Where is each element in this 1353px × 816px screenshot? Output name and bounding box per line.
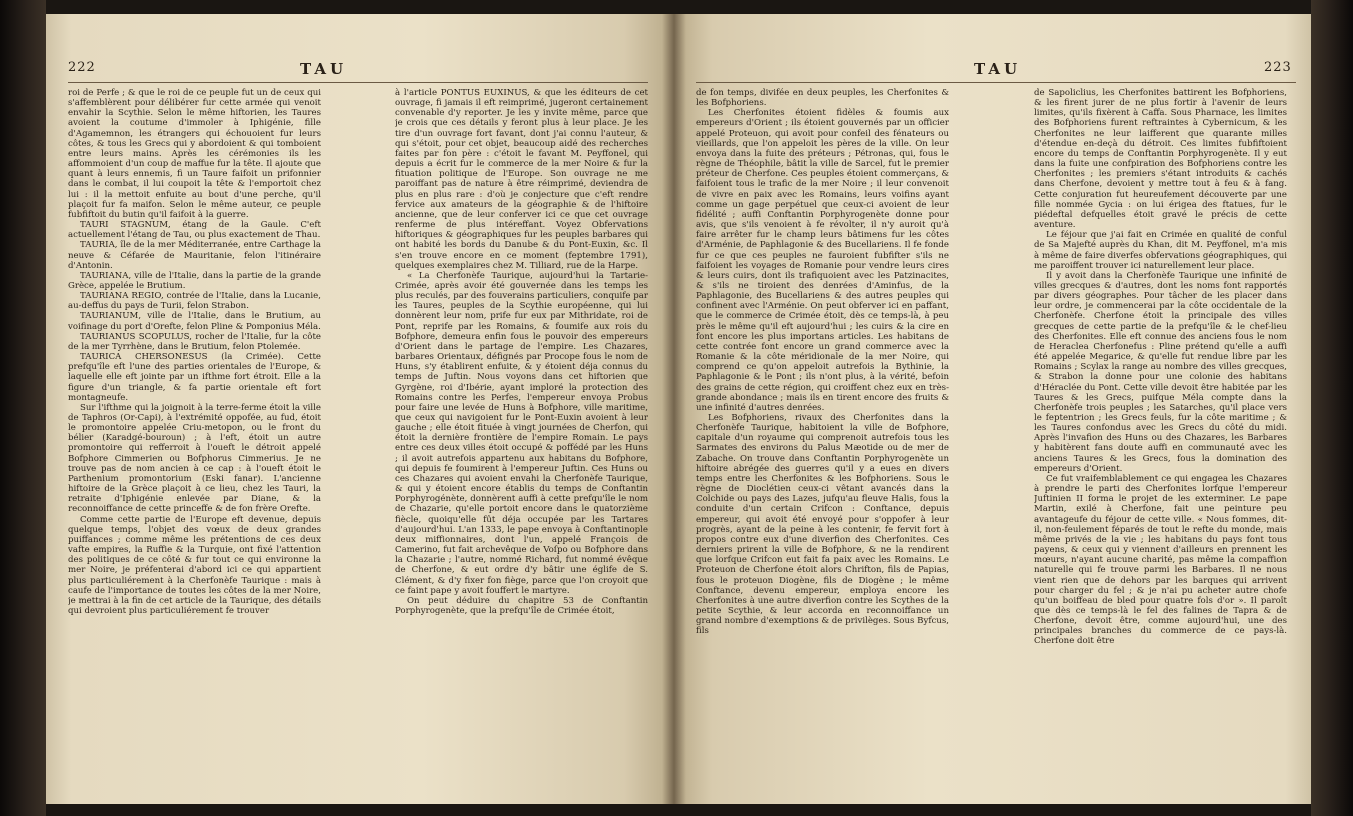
paragraph: « La Cherfonèfe Taurique, aujourd'hui la Tartarie-Crimée, après avoir été gouvernée dans les temps les plus reculés, par des fouverains particuliers, conquife par les Taures, peuples de la Scythie européenne, qui lui donnèrent leur nom, prife fur eux par Mithridate, roi de Pont, reprife par les Romains, & foumife aux rois du Bofphore, demeura enfin fous le pouvoir des empereurs d'Orient dans le partage de l'empire. Les Chazares, barbares Orientaux, défignés par Procope fous le nom de Huns, s'y établirent enfuite, & y étoient déja connus du temps de Juftin. Nous voyons dans cet hiftorien que Gyrgène, roi d'Ibérie, ayant imploré la protection des Romains contre les Perfes, l'empereur envoya Probus pour faire une levée de Huns à Bofphore, ville maritime, que ceux qui navigoient fur le Pont-Euxin avoient à leur gauche ; elle étoit fituée à vingt journées de Cherfon, qui étoit la dernière frontière de l'empire Romain. Le pays entre ces deux villes étoit occupé & poffédé par les Huns ; il avoit autrefois appartenu aux habitans du Bofphore, qui depuis fe foumirent à l'empereur Juftin. Ces Huns ou ces Chazares qui avoient envahi la Cherfonèfe Taurique, & qui y étoient encore établis du temps de Conftantin Porphyrogénète, donnèrent auffi à cette prefqu'île le nom de Chazarie, qu'elle portoit encore dans le quatorzième fiècle, quoiqu'elle fût déja occupée par les Tartares d'aujourd'hui. L'an 1333, le pape envoya à Conftantinople deux miffionnaires, dont l'un, appelé François de Camerino, fut fait archevêque de Voſpo ou Bofphore dans la Chazarie ; l'autre, nommé Richard, fut nommé évêque de Cherfone, & eut ordre d'y bâtir une églife de S. Clément, & d'y fixer fon fiège, parce que l'on croyoit que ce faint pape y avoit fouffert le martyre. bbox=[395, 270, 648, 596]
right-page-column-1 bbox=[696, 88, 949, 804]
paragraph: Les Bofphoriens, rivaux des Cherfonites dans la Cherfonèfe Taurique, habitoient la ville de Bofphore, capitale d'un royaume qui comprenoit autrefois tous les Sarmates des environs du Palus Mæotide ou de mer de Zabache. On trouve dans Conftantin Porphyrogenète un hiftoire abrégée des guerres qu'il y a eues en divers temps entre les Cherfonites & les Bofphoriens. Sous le règne de Dioclétien ceux-ci vêtant avancés dans la Colchide ou pays des Lazes, jufqu'au fleuve Halis, fous la conduite d'un certain Crifcon : Conftance, depuis empereur, qui avoit été envoyé pour s'oppofer à leur progrès, ayant de la peine à les contenir, fe fervit fort à propos contre eux d'une diverfion des Cherfonites. Ces derniers prirent la ville de Bofphore, & ne la rendirent que lorfque Crifcon eut fait fa paix avec les Romains. Le Proteuon de Cherfone étoit alors Chrifton, fils de Papias, fous le proteuon Diogène, fils de Diogène ; le même Conftance, devenu empereur, employa encore les Cherfonites à une autre diverfion contre les Scythes de la petite Scythie, & leur accorda en reconnoiffance un grand nombre d'exemptions & de privilèges. Sous Byfcus, fils bbox=[696, 413, 949, 637]
paragraph: TAURI STAGNUM, étang de la Gaule. C'eft actuellement l'étang de Tau, ou plus exactement de Thau. bbox=[68, 220, 321, 241]
paragraph: de Sapoliclius, les Cherfonites battirent les Bofphoriens, & les firent jurer de ne plus fortir à l'avenir de leurs limites, qu'ils fixèrent à Caffa. Sous Pharnace, les limites des Bofphoriens furent reftraintes à Cybernicum, & les Cherfonites ne leur laifferent que quarante milles d'étendue en-deçà du détroit. Ces limites fubfiftoient encore du temps de Conftantin Porphyrogenète. Il y eut dans la fuite une confpiration des Bofphoriens contre les Cherfonites ; les premiers s'étant introduits & cachés dans Cherfone, devoient y mettre tout à feu & à fang. Cette conjuration fut heureufement découverte par une fille nommée Gycia : on lui érigea des ftatues, fur le piédeftal defquelles étoit gravé le précis de cette aventure. bbox=[1034, 88, 1287, 231]
running-head-right: TAU bbox=[974, 60, 1022, 78]
right-page-column-2 bbox=[1034, 88, 1287, 804]
page-number-right: 223 bbox=[1264, 60, 1292, 75]
paragraph: TAURIANA REGIO, contrée de l'Italie, dans la Lucanie, au-deffus du pays de Turii, felon Strabon. bbox=[68, 291, 321, 312]
book-gutter bbox=[662, 14, 686, 804]
paragraph: à l'article PONTUS EUXINUS, & que les éditeurs de cet ouvrage, fi jamais il eft reimprimé, jugeront certainement convenable d'y reporter. Je les y invite même, parce que je crois que ces détails y feront plus à leur place. Je les tire d'un ouvrage fort favant, dont j'ai connu l'auteur, & qui s'étoit, pour cet objet, beaucoup aidé des recherches faites par fon père : c'étoit le favant M. Peyffonel, qui depuis a écrit fur le commerce de la mer Noire & fur la fituation politique de l'Europe. Son ouvrage ne me paroiffant pas de nature à être réimprimé, deviendra de plus en plus rare : d'où je conjecture que c'eft rendre fervice aux amateurs de la géographie & de l'hiftoire ancienne, que de leur conferver ici ce que cet ouvrage renferme de plus intéreffant. Voyez Obfervations hiftoriques & géographiques fur les peuples barbares qui ont habité les bords du Danube & du Pont-Euxin, &c. Il s'en trouve encore en ce moment (feptembre 1791), quelques exemplaires chez M. Tilliard, rue de la Harpe. bbox=[395, 88, 648, 271]
paragraph: Les Cherfonites étoient fidèles & foumis aux empereurs d'Orient ; ils étoient gouvernés par un officier appelé Proteuon, qui avoit pour confeil des fénateurs ou vieillards, que l'on appeloit les pères de la ville. On leur envoya dans la fuite des préteurs ; Pétronas, qui, fous le règne de Théophile, bâtit la ville de Sarcel, fut le premier préteur de Cherfone. Ces peuples étoient commerçans, & faifoient tous le trafic de la mer Noire ; il leur convenoit de vivre en paix avec les Romains, leurs voifins ayant comme un gage perpétuel que ceux-ci avoient de leur fidélité ; auffi Conftantin Porphyrogenète donne pour avis, que s'ils venoient à fe révolter, il n'y auroit qu'à faire arrêter fur le champ leurs bâtimens fur les côtes d'Arménie, de Paphlagonie & des Bucellariens. Il fe fonde fur ce que ces peuples ne fauroient fubfifter s'ils ne faifoient les voyages de Romanie pour vendre leurs cires & leurs cuirs, dont ils trafiquoient avec les Patzinacites, & s'ils ne tiroient des denrées d'Aminfus, de la Paphlagonie, des Bucellariens & des autres peuples qui confinent avec l'Arménie. On peut obferver ici en paffant, que le commerce de Crimée étoit, dès ce temps-là, à peu près le même qu'il eft aujourd'hui ; les cuirs & la cire en font encore les plus importans articles. Les habitans de cette contrée font encore un grand commerce avec la Romanie & la côte méridionale de la mer Noire, qui comprend ce qu'on appeloit autrefois la Bythinie, la Paphlagonie & le Pont ; ils n'ont plus, à la vérité, befoin des grains de cette région, qui croiffent chez eux en très-grande abondance ; mais ils en tirent encore des fruits & une infinité d'autres denrées. bbox=[696, 108, 949, 413]
book-edge-right bbox=[1311, 0, 1353, 816]
paragraph: TAURIANUM, ville de l'Italie, dans le Brutium, au voifinage du port d'Orefte, felon Pline & Pomponius Méla. bbox=[68, 311, 321, 332]
left-page-column-2 bbox=[395, 88, 648, 804]
paragraph: Ce fut vraifemblablement ce qui engagea les Chazares à prendre le parti des Cherfonites lorfque l'empereur Juftinien II forma le projet de les exterminer. Le pape Martin, exilé à Cherfone, fait une peinture peu avantageufe du féjour de cette ville. « Nous fommes, dit-il, non-feulement féparés de tout le refte du monde, mais même privés de la vie ; les habitans du pays font tous payens, & ceux qui y viennent d'ailleurs en prennent les mœurs, n'ayant aucune charité, pas même la compaffion naturelle qui fe trouve parmi les Barbares. Il ne nous vient rien que de dehors par les barques qui arrivent pour charger du fel ; & je n'ai pu acheter autre chofe qu'un boiffeau de bled pour quatre fols d'or ». Il paroît que dès ce temps-là le fel des falines de Tapra & de Cherfone, devoit être, comme aujourd'hui, une des principales branches du commerce de ce pays-là. Cherfone doit être bbox=[1034, 473, 1287, 647]
page-number-left: 222 bbox=[68, 60, 96, 75]
paragraph: TAURIA, île de la mer Méditerranée, entre Carthage la neuve & Céfarée de Mauritanie, felon l'itinéraire d'Antonin. bbox=[68, 240, 321, 271]
right-page bbox=[674, 14, 1311, 804]
paragraph: Il y avoit dans la Cherfonèfe Taurique une infinité de villes grecques & d'autres, dont les noms font rapportés par divers géographes. Pour tâcher de les placer dans leur ordre, je commencerai par la côte occidentale de la Cherfonèfe. Cherfone étoit la principale des villes grecques de cette partie de la prefqu'île & le chef-lieu des Cherfonites. Elle eft connue des anciens fous le nom de Heraclea Cherfonefus : Pline prétend qu'elle a auffi été appelée Megarice, & qu'elle fut rendue libre par les Romains ; Scylax la range au nombre des villes grecques, & Strabon la donne pour une colonie des habitans d'Héraclée du Pont. Cette ville devoit être habitée par les Taures & les Grecs, puifque Méla compte dans la Cherfonèfe trois peuples ; les Satarches, qu'il place vers le feptentrion ; les Grecs feuls, fur la côte maritime ; & les Taures confondus avec les Grecs du côté du midi. Après l'invafion des Huns ou des Chazares, les Barbares y habitèrent fans doute auffi en communauté avec les anciens Taures & les Grecs, fous la domination des empereurs d'Orient. bbox=[1034, 270, 1287, 474]
book-edge-left bbox=[0, 0, 46, 816]
paragraph: TAURIANA, ville de l'Italie, dans la partie de la grande Grèce, appelée le Brutium. bbox=[68, 270, 321, 291]
running-head-left: TAU bbox=[300, 60, 348, 78]
header-rule-right bbox=[696, 82, 1296, 83]
paragraph: Comme cette partie de l'Europe eft devenue, depuis quelque temps, l'objet des vœux de deux grandes puiffances ; comme même les prétentions de ces deux vafte empires, la Ruffie & la Turquie, ont fixé l'attention des politiques de ce côté & fur tout ce qui environne la mer Noire, je préfenterai d'abord ici ce qui appartient plus particuliérement à la Cherfonèfe Taurique : mais à caufe de l'importance de toutes les côtes de la mer Noire, je mettrai à la fin de cet article de la Taurique, des détails qui devroient plus particuliérement fe trouver bbox=[68, 514, 321, 616]
left-page-column-1 bbox=[68, 88, 321, 804]
paragraph: TAURICA CHERSONESUS (la Crimée). Cette prefqu'île eft l'une des parties orientales de l'Europe, & laquelle elle eft jointe par un ifthme fort étroit. Elle a la figure d'un triangle, & fa partie orientale eft fort montagneufe. bbox=[68, 352, 321, 403]
paragraph: TAURIANUS SCOPULUS, rocher de l'Italie, fur la côte de la mer Tyrrhène, dans le Brutium, felon Ptolemée. bbox=[68, 331, 321, 352]
paragraph: Sur l'ifthme qui la joignoit à la terre-ferme étoit la ville de Taphros (Or-Capi), à l'extrémité oppofée, au fud, étoit le promontoire appelée Criu-metopon, ou le front du bélier (Karadgé-bouroun) ; à l'eft, étoit un autre promontoire qui refferroit à l'oueft le détroit appelé Bofphore Cimmerien ou Bofphorus Cimmerius. Je ne trouve pas de nom ancien à ce cap : à l'oueft étoit le Parthenium promontorium (Eski fanar). L'ancienne hiftoire de la Grèce plaçoit à ce lieu, chez les Tauri, la retraite d'Iphigénie enlevée par Diane, & la reconnoiffance de cette princeffe & de fon frère Orefte. bbox=[68, 402, 321, 515]
header-rule-left bbox=[68, 82, 648, 83]
left-page bbox=[46, 14, 674, 804]
paragraph: On peut déduire du chapitre 53 de Conftantin Porphyrogenète, que la prefqu'île de Crimée étoit, bbox=[395, 595, 648, 616]
paragraph: de fon temps, divifée en deux peuples, les Cherfonites & les Bofphoriens. bbox=[696, 88, 949, 109]
paragraph: Le féjour que j'ai fait en Crimée en qualité de conful de Sa Majefté auprès du Khan, dit M. Peyffonel, m'a mis à même de faire diverfes obfervations géographiques, qui me paroiffent trouver ici naturellement leur place. bbox=[1034, 230, 1287, 271]
paragraph: roi de Perfe ; & que le roi de ce peuple fut un de ceux qui s'affemblèrent pour délibérer fur cette armée qui venoit envahir la Scythie. Selon le même hiftorien, les Taures avoient la coutume d'immoler à Iphigénie, fille d'Agamemnon, les étrangers qui échouoient fur leurs côtes, & tous les Grecs qui y abordoient & qui tomboient entre leurs mains. Après les cérémonies ils les affommoient d'un coup de maffue fur la tête. Il ajoute que quant à leurs ennemis, fi un Taure faifoit un prifonnier dans le combat, il lui coupoit la tête & l'emportoit chez lui : il la mettoit enfuite au bout d'une perche, qu'il plaçoit fur fa maifon. Selon le même auteur, ce peuple fubfiftoit du butin qu'il faifoit à la guerre. bbox=[68, 88, 321, 220]
